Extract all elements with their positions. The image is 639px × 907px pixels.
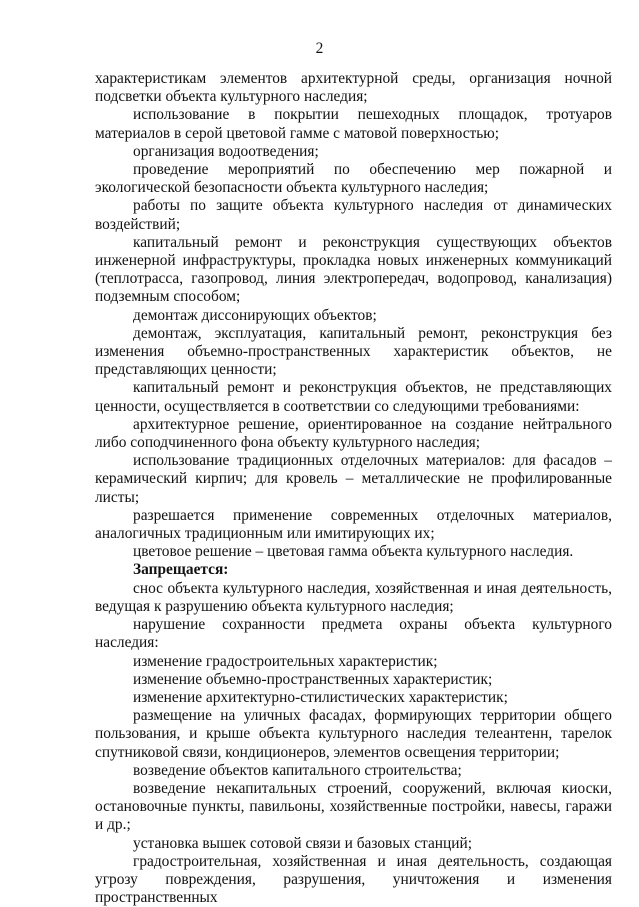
paragraph: нарушение сохранности предмета охраны объекта культурного наследия: xyxy=(95,616,612,652)
paragraph: демонтаж диссонирующих объектов; xyxy=(133,306,377,324)
paragraph: разрешается применение современных отделочных материалов, аналогичных традиционным или имитирующих их; xyxy=(95,506,612,543)
paragraph: изменение архитектурно-стилистических характеристик; xyxy=(133,688,508,706)
paragraph: цветовое решение – цветовая гамма объекта культурного наследия. xyxy=(133,543,574,561)
document-body xyxy=(95,70,612,907)
paragraph: капитальный ремонт и реконструкция объектов, не представляющих ценности, осуществляется в соответствии со следующими требованиями: xyxy=(95,379,612,415)
paragraph: изменение градостроительных характеристик; xyxy=(133,652,438,670)
paragraph: снос объекта культурного наследия, хозяйственная и иная деятельность, ведущая к разрушению объекта культурного наследия; xyxy=(95,579,612,615)
paragraph: использование традиционных отделочных материалов: для фасадов – керамический кирпич; для кровель – металлические не профилированные листы; xyxy=(95,452,612,506)
paragraph: возведение объектов капитального строительства; xyxy=(133,761,462,779)
paragraph: работы по защите объекта культурного наследия от динамических воздействий; xyxy=(95,197,612,233)
paragraph: архитектурное решение, ориентированное на создание нейтрального либо соподчиненного фона объекту культурного наследия; xyxy=(95,415,612,452)
paragraph: характеристикам элементов архитектурной среды, организация ночной подсветки объекта культурного наследия; xyxy=(95,70,612,106)
paragraph: демонтаж, эксплуатация, капитальный ремонт, реконструкция без изменения объемно-пространственных характеристик объектов, не представляющих ценности; xyxy=(95,324,612,379)
paragraph: установка вышек сотовой связи и базовых станций; xyxy=(133,834,473,852)
paragraph: организация водоотведения; xyxy=(133,142,319,160)
paragraph: возведение некапитальных строений, сооружений, включая киоски, остановочные пункты, павильоны, хозяйственные постройки, навесы, гаражи и др.; xyxy=(95,779,612,834)
page-number: 2 xyxy=(315,40,324,57)
paragraph: использование в покрытии пешеходных площадок, тротуаров материалов в серой цветовой гамме с матовой поверхностью; xyxy=(95,106,612,142)
paragraph: изменение объемно-пространственных характеристик; xyxy=(133,670,493,688)
paragraph: проведение мероприятий по обеспечению мер пожарной и экологической безопасности объекта культурного наследия; xyxy=(95,161,612,197)
paragraph: размещение на уличных фасадах, формирующих территории общего пользования, и крыше объекта культурного наследия телеантенн, тарелок спутниковой связи, кондиционеров, элементов освещения территории; xyxy=(95,707,612,761)
paragraph: градостроительная, хозяйственная и иная деятельность, создающая угрозу повреждения, разрушения, уничтожения и изменения пространственных xyxy=(95,852,612,907)
section-heading: Запрещается: xyxy=(133,561,229,579)
paragraph: капитальный ремонт и реконструкция существующих объектов инженерной инфраструктуры, прокладка новых инженерных коммуникаций (теплотрасса, газопровод, линия электропередач, водопровод, канализация) подземным способом; xyxy=(95,233,612,306)
